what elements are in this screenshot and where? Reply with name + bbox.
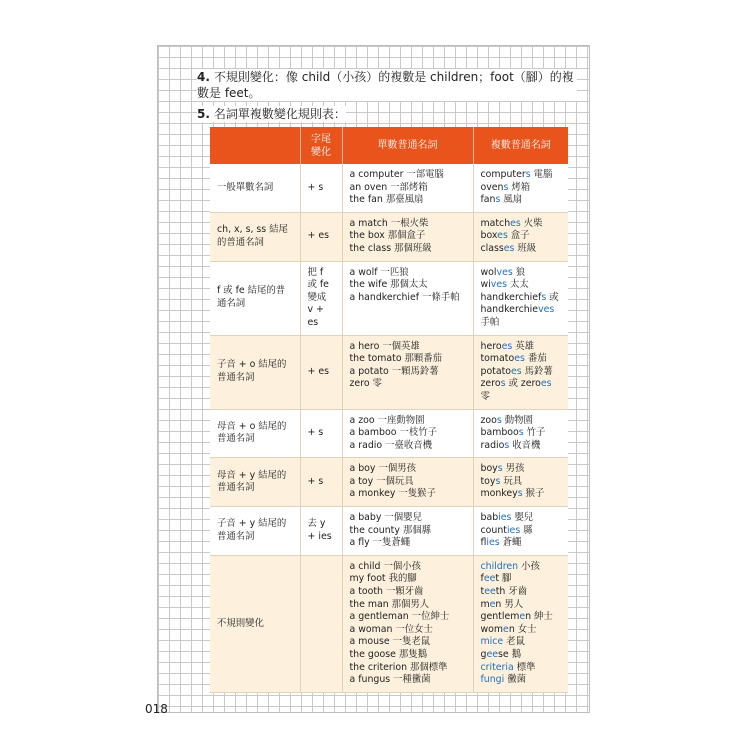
suffix-change-cell <box>300 555 342 692</box>
plural-text: radio <box>480 439 505 451</box>
plural-text: handkerchief <box>480 291 542 303</box>
singular-examples-cell <box>342 555 473 692</box>
plural-example <box>481 636 562 649</box>
plural-text: 馬鈴薯 <box>521 365 553 377</box>
singular-example: a zoo 一座動物園 <box>349 414 425 426</box>
plural-example <box>481 649 562 662</box>
plural-suffix-highlight: ves <box>538 304 555 316</box>
plural-suffix-highlight: s <box>497 463 503 475</box>
singular-example: zero 零 <box>349 378 382 390</box>
singular-example: the county 那個縣 <box>349 524 431 536</box>
table-row <box>210 164 568 212</box>
plural-text: match <box>480 217 511 229</box>
singular-example: a child 一個小孩 <box>349 560 421 572</box>
suffix-change-cell: 把 f 或 fe 變成 v + es <box>300 261 342 335</box>
plural-example <box>481 463 562 476</box>
plural-text: bab <box>480 512 499 524</box>
singular-example: the man 那個男人 <box>349 598 430 610</box>
singular-example: a toy 一個玩具 <box>349 475 414 487</box>
plural-text: m <box>480 598 490 610</box>
rule-4-number: 4. <box>197 70 210 84</box>
singular-examples-cell <box>342 409 473 458</box>
plural-suffix-highlight: s <box>541 291 547 303</box>
singular-example: a fungus 一種黴菌 <box>349 674 431 686</box>
table-body <box>210 164 568 692</box>
plural-suffix-highlight: es <box>514 353 525 365</box>
singular-example: a radio 一臺收音機 <box>349 439 432 451</box>
plural-text: n 紳士 <box>525 611 553 623</box>
plural-suffix-highlight: ves <box>496 266 513 278</box>
singular-examples-cell <box>342 261 473 335</box>
plural-suffix-highlight: e <box>519 611 526 623</box>
singular-example: a mouse 一隻老鼠 <box>349 636 431 648</box>
plural-example <box>481 366 562 379</box>
header-plural: 複數普通名詞 <box>473 127 568 164</box>
plural-suffix-highlight: s <box>500 378 506 390</box>
plural-example <box>481 427 562 440</box>
plural-text: tomato <box>480 353 515 365</box>
plural-example <box>481 391 562 404</box>
singular-examples-cell <box>342 507 473 556</box>
plural-example <box>481 230 562 243</box>
table-row <box>210 212 568 261</box>
plural-example <box>481 599 562 612</box>
plural-text: 零 <box>480 390 490 402</box>
plural-text: 或 <box>546 291 559 303</box>
plural-example <box>481 378 562 391</box>
plural-text: bamboo <box>480 427 519 439</box>
plural-text: wi <box>480 279 491 291</box>
plural-suffix-highlight: es <box>501 340 513 352</box>
plural-example <box>481 243 562 256</box>
plural-example <box>481 611 562 624</box>
plural-text: t 腳 <box>495 573 512 585</box>
singular-examples-cell <box>342 164 473 212</box>
singular-example: the class 那個班級 <box>349 242 432 254</box>
singular-example: a match 一根火柴 <box>349 217 429 229</box>
plural-text: computer <box>480 169 526 180</box>
header-suffix-change: 字尾 變化 <box>300 127 342 164</box>
rule-5-number: 5. <box>197 107 210 121</box>
plural-text: 竹子 <box>523 427 546 439</box>
plural-text: zoo <box>480 414 497 426</box>
plural-text: t <box>480 586 485 598</box>
plural-examples-cell <box>473 507 568 556</box>
plural-suffix-highlight: fungi <box>480 674 505 686</box>
singular-example: a wolf 一匹狼 <box>349 266 409 278</box>
plural-example <box>481 525 562 538</box>
plural-example <box>481 169 562 182</box>
plural-text: zero <box>480 378 501 390</box>
plural-suffix-highlight: s <box>525 169 531 180</box>
table-row <box>210 335 568 409</box>
plural-example <box>481 267 562 280</box>
table-row <box>210 409 568 458</box>
plural-text: fan <box>480 194 496 206</box>
plural-text: 英雄 <box>512 340 534 352</box>
plural-suffix-highlight: s <box>504 439 510 451</box>
plural-suffix-highlight: s <box>495 194 501 206</box>
plural-example <box>481 586 562 599</box>
plural-suffix-highlight: es <box>497 230 508 242</box>
singular-example: a baby 一個嬰兒 <box>349 512 422 524</box>
plural-suffix-highlight: es <box>511 365 522 377</box>
plural-examples-cell <box>473 458 568 507</box>
plural-suffix-highlight: s <box>495 475 501 487</box>
plural-text: 標準 <box>513 661 536 673</box>
plural-suffix-highlight: es <box>540 378 552 390</box>
rule-4-text: 不規則變化：像 child（小孩）的複數是 children；foot（腳）的複數是 feet。 <box>197 70 574 100</box>
plural-text: gentlem <box>480 611 520 623</box>
plural-text: n 女士 <box>508 623 537 635</box>
plural-text: 玩具 <box>500 475 523 487</box>
plural-example <box>481 353 562 366</box>
plural-suffix-highlight: e <box>489 598 496 610</box>
singular-example: a monkey 一隻猴子 <box>349 488 436 500</box>
suffix-change-cell: + es <box>300 335 342 409</box>
plural-examples-cell <box>473 409 568 458</box>
category-cell: 一般單數名詞 <box>210 164 300 212</box>
plural-example <box>481 304 562 317</box>
singular-example: a hero 一個英雄 <box>349 340 420 352</box>
plural-examples-cell <box>473 335 568 409</box>
plural-text: wol <box>480 266 497 278</box>
singular-example: the tomato 那顆番茄 <box>349 353 443 365</box>
plural-text: handkerchie <box>480 304 539 316</box>
plural-example <box>481 624 562 637</box>
header-category <box>210 127 300 164</box>
plural-example <box>481 662 562 675</box>
plural-text: 動物園 <box>501 414 533 426</box>
plural-example <box>481 674 562 687</box>
plural-text: 班級 <box>514 242 537 254</box>
singular-example: a boy 一個男孩 <box>349 463 416 475</box>
category-cell: 子音 + o 結尾的普通名詞 <box>210 335 300 409</box>
plural-text: 嬰兒 <box>511 512 534 524</box>
plural-example <box>481 573 562 586</box>
page-number: 018 <box>145 702 168 716</box>
plural-example <box>481 561 562 574</box>
plural-rules-table <box>210 127 568 693</box>
plural-suffix-highlight: children <box>480 560 519 572</box>
plural-text: 或 zero <box>505 378 541 390</box>
singular-example: a woman 一位女士 <box>349 623 433 635</box>
plural-text: box <box>480 230 498 242</box>
plural-text: class <box>480 242 504 254</box>
plural-suffix-highlight: ies <box>486 537 500 549</box>
table-header-row <box>210 127 568 164</box>
plural-text: 烤箱 <box>508 181 531 193</box>
plural-text: n 男人 <box>495 598 524 610</box>
table-row <box>210 458 568 507</box>
plural-suffix-highlight: ies <box>498 512 512 524</box>
plural-text: 蒼蠅 <box>499 537 522 549</box>
singular-example: a handkerchief 一條手帕 <box>349 291 460 303</box>
category-cell: f 或 fe 結尾的普通名詞 <box>210 261 300 335</box>
category-cell: 母音 + o 結尾的普通名詞 <box>210 409 300 458</box>
plural-text: boy <box>480 463 498 475</box>
plural-example <box>481 194 562 207</box>
plural-example <box>481 317 562 330</box>
plural-text: f <box>480 573 484 585</box>
singular-example: a potato 一顆馬鈴薯 <box>349 365 439 377</box>
plural-examples-cell <box>473 212 568 261</box>
plural-example <box>481 476 562 489</box>
plural-text: g <box>480 649 487 660</box>
singular-example: a bamboo 一枝竹子 <box>349 427 437 439</box>
singular-example: the box 那個盒子 <box>349 230 426 242</box>
suffix-change-cell: + es <box>300 212 342 261</box>
rule-5-note <box>197 106 346 122</box>
plural-text: 猴子 <box>522 488 545 500</box>
singular-example: the criterion 那個標準 <box>349 661 448 673</box>
plural-text: hero <box>480 340 502 352</box>
plural-suffix-highlight: s <box>496 414 502 426</box>
plural-text: 番茄 <box>524 353 547 365</box>
plural-example <box>481 279 562 292</box>
suffix-change-cell: + s <box>300 164 342 212</box>
suffix-change-cell: + s <box>300 409 342 458</box>
plural-suffix-highlight: ves <box>490 279 507 291</box>
plural-suffix-highlight: s <box>517 488 523 500</box>
category-cell: 子音 + y 結尾的普通名詞 <box>210 507 300 556</box>
singular-example: a tooth 一顆牙齒 <box>349 586 424 598</box>
plural-text: count <box>480 524 507 536</box>
singular-example: a fly 一隻蒼蠅 <box>349 537 411 549</box>
suffix-change-cell: 去 y + ies <box>300 507 342 556</box>
plural-suffix-highlight: criteria <box>480 661 514 673</box>
plural-text: se 鵝 <box>498 649 522 660</box>
plural-suffix-highlight: s <box>518 427 524 439</box>
plural-example <box>481 182 562 195</box>
plural-text: monkey <box>480 488 518 500</box>
plural-text: potato <box>480 365 512 377</box>
plural-examples-cell <box>473 555 568 692</box>
plural-example <box>481 415 562 428</box>
plural-example <box>481 488 562 501</box>
singular-examples-cell <box>342 458 473 507</box>
plural-suffix-highlight: es <box>510 217 521 229</box>
plural-suffix-highlight: s <box>503 181 509 193</box>
singular-example: my foot 我的腳 <box>349 573 417 585</box>
plural-suffix-highlight: ee <box>484 586 496 598</box>
category-cell: 母音 + y 結尾的普通名詞 <box>210 458 300 507</box>
singular-example: a gentleman 一位紳士 <box>349 611 450 623</box>
rule-4-note <box>197 69 577 101</box>
plural-text: 手帕 <box>480 316 500 328</box>
plural-text: 太太 <box>506 279 529 291</box>
plural-text: 火柴 <box>520 217 543 229</box>
singular-examples-cell <box>342 212 473 261</box>
plural-example <box>481 218 562 231</box>
table-row <box>210 507 568 556</box>
singular-example: the goose 那隻鵝 <box>349 649 428 660</box>
singular-example: an oven 一部烤箱 <box>349 181 428 193</box>
plural-text: 黴菌 <box>504 674 526 686</box>
plural-text: toy <box>480 475 496 487</box>
plural-text: wom <box>480 623 504 635</box>
plural-text: th 牙齒 <box>495 586 528 598</box>
plural-suffix-highlight: es <box>503 242 515 254</box>
table-row <box>210 261 568 335</box>
singular-examples-cell <box>342 335 473 409</box>
plural-example <box>481 537 562 550</box>
plural-text: 風扇 <box>500 194 523 206</box>
plural-text: fl <box>480 537 487 549</box>
singular-example: the wife 那個太太 <box>349 279 428 291</box>
plural-example <box>481 341 562 354</box>
plural-example <box>481 292 562 305</box>
plural-examples-cell <box>473 164 568 212</box>
category-cell: ch, x, s, ss 結尾的普通名詞 <box>210 212 300 261</box>
plural-text: 狼 <box>512 266 526 278</box>
plural-text: 電腦 <box>530 169 553 180</box>
header-singular: 單數普通名詞 <box>342 127 473 164</box>
plural-text: 小孩 <box>518 560 540 572</box>
plural-text: 男孩 <box>502 463 525 475</box>
plural-suffix-highlight: mice <box>480 636 504 648</box>
category-cell: 不規則變化 <box>210 555 300 692</box>
plural-suffix-highlight: ee <box>483 573 496 585</box>
plural-text: 老鼠 <box>503 636 525 648</box>
singular-example: the fan 那臺風扇 <box>349 194 424 206</box>
plural-example <box>481 512 562 525</box>
table-row <box>210 555 568 692</box>
suffix-change-cell: + s <box>300 458 342 507</box>
singular-example: a computer 一部電腦 <box>349 169 444 180</box>
plural-text: 縣 <box>520 524 533 536</box>
plural-examples-cell <box>473 261 568 335</box>
rule-5-text: 名詞單複數變化規則表： <box>213 107 346 121</box>
plural-example <box>481 440 562 453</box>
plural-suffix-highlight: e <box>503 623 509 635</box>
plural-text: 盒子 <box>507 230 530 242</box>
plural-suffix-highlight: ies <box>506 524 521 536</box>
plural-text: oven <box>480 181 504 193</box>
plural-text: 收音機 <box>509 439 541 451</box>
plural-suffix-highlight: ee <box>486 649 498 660</box>
